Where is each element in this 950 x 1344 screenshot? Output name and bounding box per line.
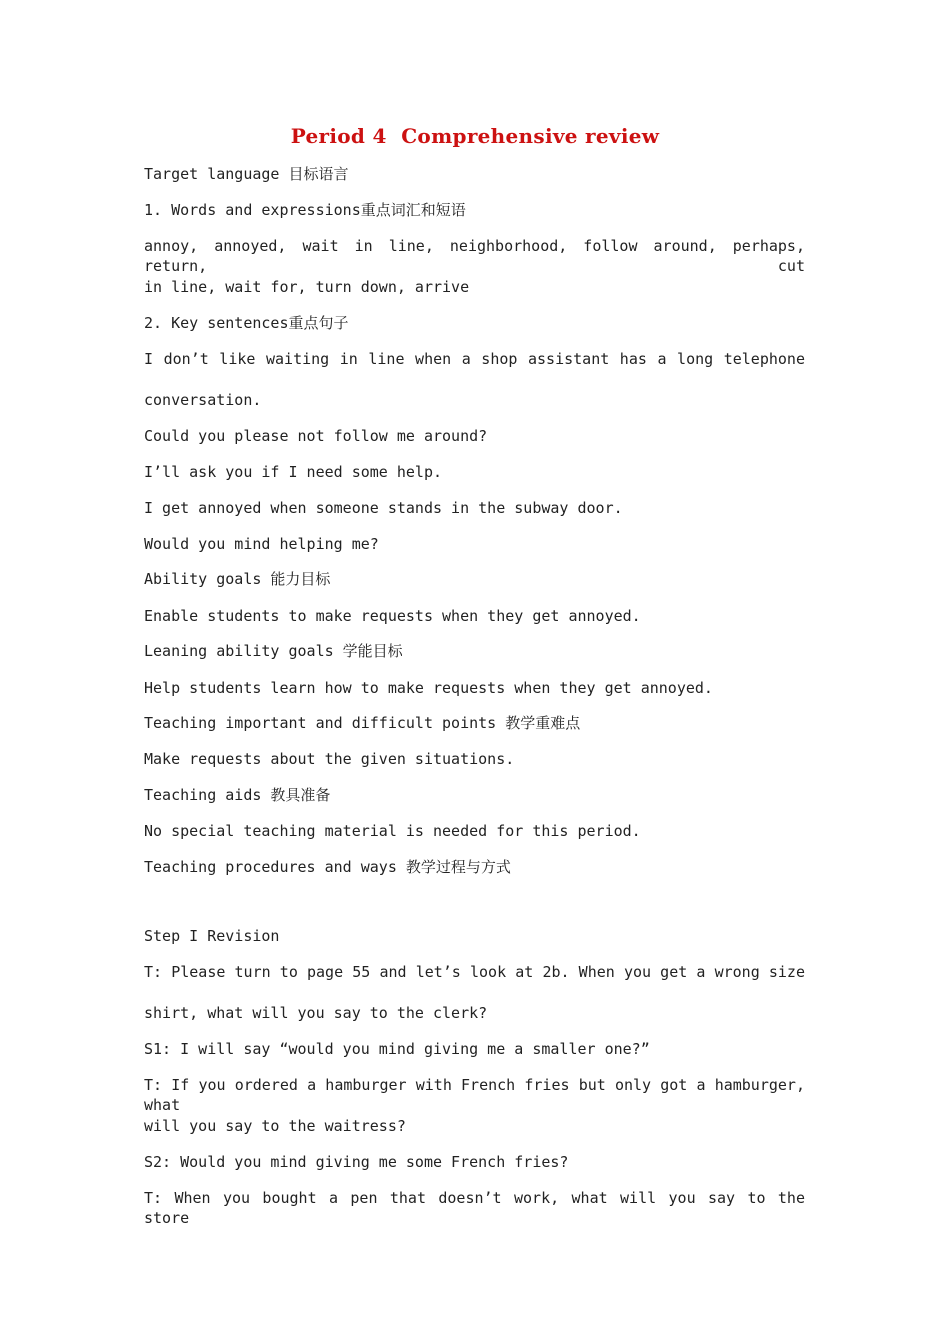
dialogue-t-3a: T: When you bought a pen that doesn’t work, what will you say to the store — [144, 1189, 805, 1227]
dialogue-t-1a: T: Please turn to page 55 and let’s look at 2b. When you get a wrong size — [144, 963, 805, 981]
section-heading-teaching-aids: Teaching aids 教具准备 — [144, 786, 331, 804]
dialogue-t-2a: T: If you ordered a hamburger with French fries but only got a hamburger, what — [144, 1076, 805, 1114]
dialogue-t-1b: shirt, what will you say to the clerk? — [144, 1004, 488, 1022]
dialogue-t-2b: will you say to the waitress? — [144, 1117, 406, 1135]
section-heading-ability-goals: Ability goals 能力目标 — [144, 570, 331, 588]
page-title: Period 4 Comprehensive review — [290, 124, 660, 148]
learning-goals-text: Help students learn how to make requests when they get annoyed. — [144, 679, 713, 697]
section-heading-procedures: Teaching procedures and ways 教学过程与方式 — [144, 858, 511, 876]
key-sentence-1b: conversation. — [144, 391, 262, 409]
vocabulary-line-1: annoy, annoyed, wait in line, neighborhood, follow around, perhaps, return, cut — [144, 237, 805, 275]
key-sentence-1a: I don’t like waiting in line when a shop assistant has a long telephone — [144, 350, 805, 368]
ability-goals-text: Enable students to make requests when they get annoyed. — [144, 607, 641, 625]
dialogue-s1: S1: I will say “would you mind giving me a smaller one?” — [144, 1040, 650, 1058]
section-heading-target-language: Target language 目标语言 — [144, 165, 349, 183]
key-sentence-5: Would you mind helping me? — [144, 535, 379, 553]
dialogue-s2: S2: Would you mind giving me some French fries? — [144, 1153, 569, 1171]
section-heading-key-points: Teaching important and difficult points 教学重难点 — [144, 714, 581, 732]
subheading-key-sentences: 2. Key sentences重点句子 — [144, 314, 349, 332]
teaching-aids-text: No special teaching material is needed for this period. — [144, 822, 641, 840]
section-heading-learning-goals: Leaning ability goals 学能目标 — [144, 642, 403, 660]
key-sentence-3: I’ll ask you if I need some help. — [144, 463, 443, 481]
subheading-words-expressions: 1. Words and expressions重点词汇和短语 — [144, 201, 466, 219]
key-points-text: Make requests about the given situations. — [144, 750, 515, 768]
step-heading-revision: Step I Revision — [144, 927, 280, 945]
vocabulary-line-2: in line, wait for, turn down, arrive — [144, 278, 470, 296]
key-sentence-4: I get annoyed when someone stands in the subway door. — [144, 499, 623, 517]
key-sentence-2: Could you please not follow me around? — [144, 427, 488, 445]
